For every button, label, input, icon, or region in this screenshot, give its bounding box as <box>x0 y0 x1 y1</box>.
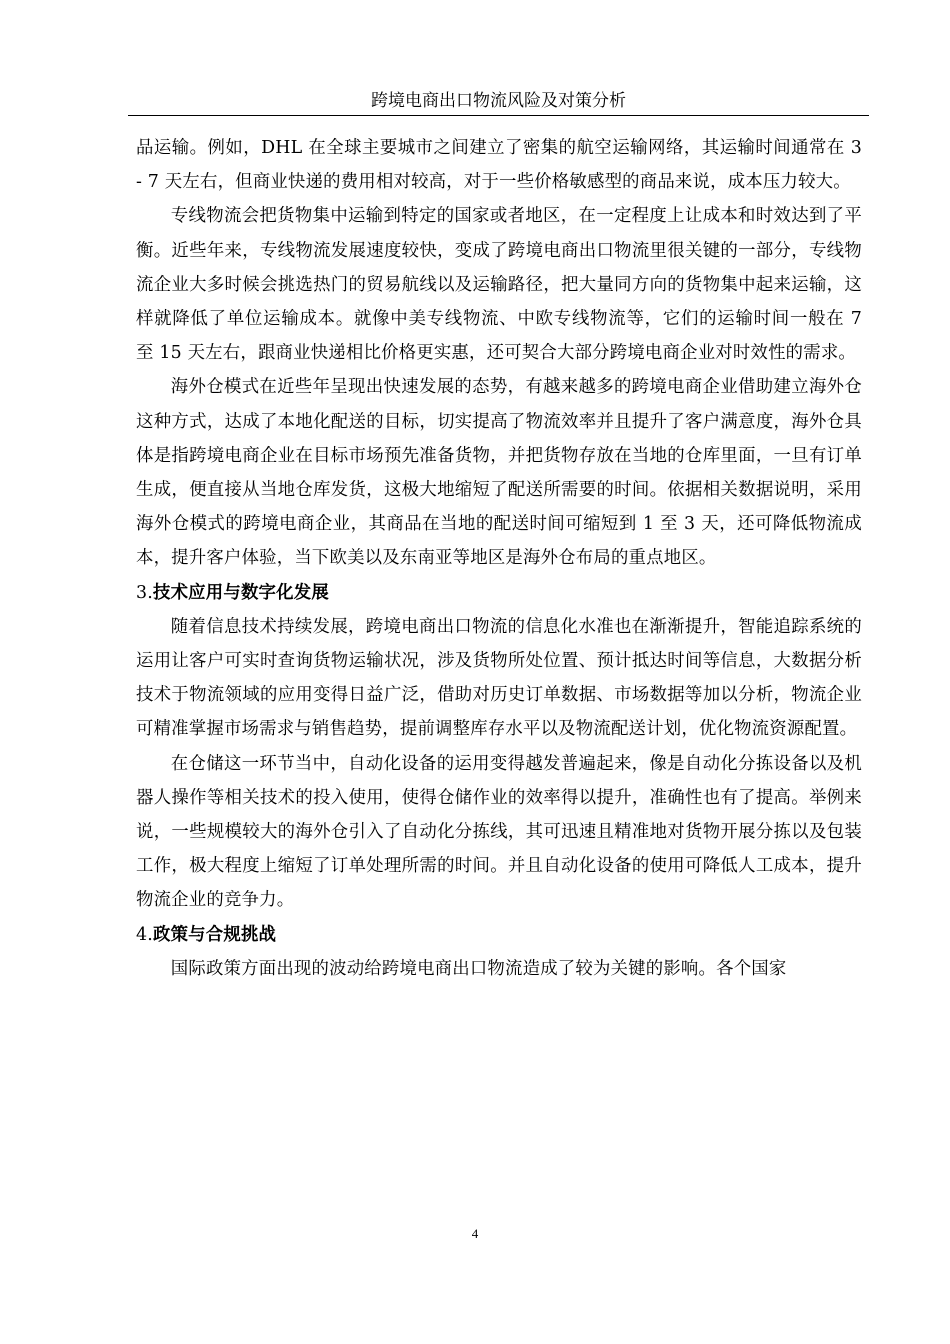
section-heading-number: 3. <box>136 582 153 603</box>
section-heading-number: 4. <box>136 924 153 945</box>
running-header: 跨境电商出口物流风险及对策分析 <box>371 91 626 111</box>
body-paragraph: 品运输。例如，DHL 在全球主要城市之间建立了密集的航空运输网络，其运输时间通常在 3 - 7 天左右，但商业快递的费用相对较高，对于一些价格敏感型的商品来说，成本压力较大。 <box>136 138 862 193</box>
section-heading-text: 技术应用与数字化发展 <box>153 582 329 603</box>
body-paragraph: 在仓储这一环节当中，自动化设备的运用变得越发普遍起来，像是自动化分拣设备以及机器人操作等相关技术的投入使用，使得仓储作业的效率得以提升，准确性也有了提高。举例来说，一些规模较大的海外仓引入了自动化分拣线，其可迅速且精准地对货物开展分拣以及包装工作，极大程度上缩短了订单处理所需的时间。并且自动化设备的使用可降低人工成本，提升物流企业的竞争力。 <box>136 753 862 911</box>
body-paragraph: 专线物流会把货物集中运输到特定的国家或者地区，在一定程度上让成本和时效达到了平衡。近些年来，专线物流发展速度较快，变成了跨境电商出口物流里很关键的一部分，专线物流企业大多时候会挑选热门的贸易航线以及运输路径，把大量同方向的货物集中起来运输，这样就降低了单位运输成本。就像中美专线物流、中欧专线物流等，它们的运输时间一般在 7 至 15 天左右，跟商业快递相比价格更实惠，还可契合大部分跨境电商企业对时效性的需求。 <box>136 206 862 364</box>
section-heading <box>136 918 862 952</box>
body-paragraph: 海外仓模式在近些年呈现出快速发展的态势，有越来越多的跨境电商企业借助建立海外仓这种方式，达成了本地化配送的目标，切实提高了物流效率并且提升了客户满意度，海外仓具体是指跨境电商企业在目标市场预先准备货物，并把货物存放在当地的仓库里面，一旦有订单生成，便直接从当地仓库发货，这极大地缩短了配送所需要的时间。依据相关数据说明，采用海外仓模式的跨境电商企业，其商品在当地的配送时间可缩短到 1 至 3 天，还可降低物流成本，提升客户体验，当下欧美以及东南亚等地区是海外仓布局的重点地区。 <box>136 377 862 569</box>
header-divider <box>128 115 869 116</box>
page-number: 4 <box>471 1226 479 1241</box>
section-heading <box>136 576 862 610</box>
body-paragraph: 国际政策方面出现的波动给跨境电商出口物流造成了较为关键的影响。各个国家 <box>170 958 787 979</box>
body-paragraph: 随着信息技术持续发展，跨境电商出口物流的信息化水准也在渐渐提升，智能追踪系统的运用让客户可实时查询货物运输状况，涉及货物所处位置、预计抵达时间等信息，大数据分析技术于物流领域的应用变得日益广泛，借助对历史订单数据、市场数据等加以分析，物流企业可精准掌握市场需求与销售趋势，提前调整库存水平以及物流配送计划，优化物流资源配置。 <box>136 616 862 740</box>
section-heading-text: 政策与合规挑战 <box>153 924 277 945</box>
document-body <box>136 131 862 986</box>
